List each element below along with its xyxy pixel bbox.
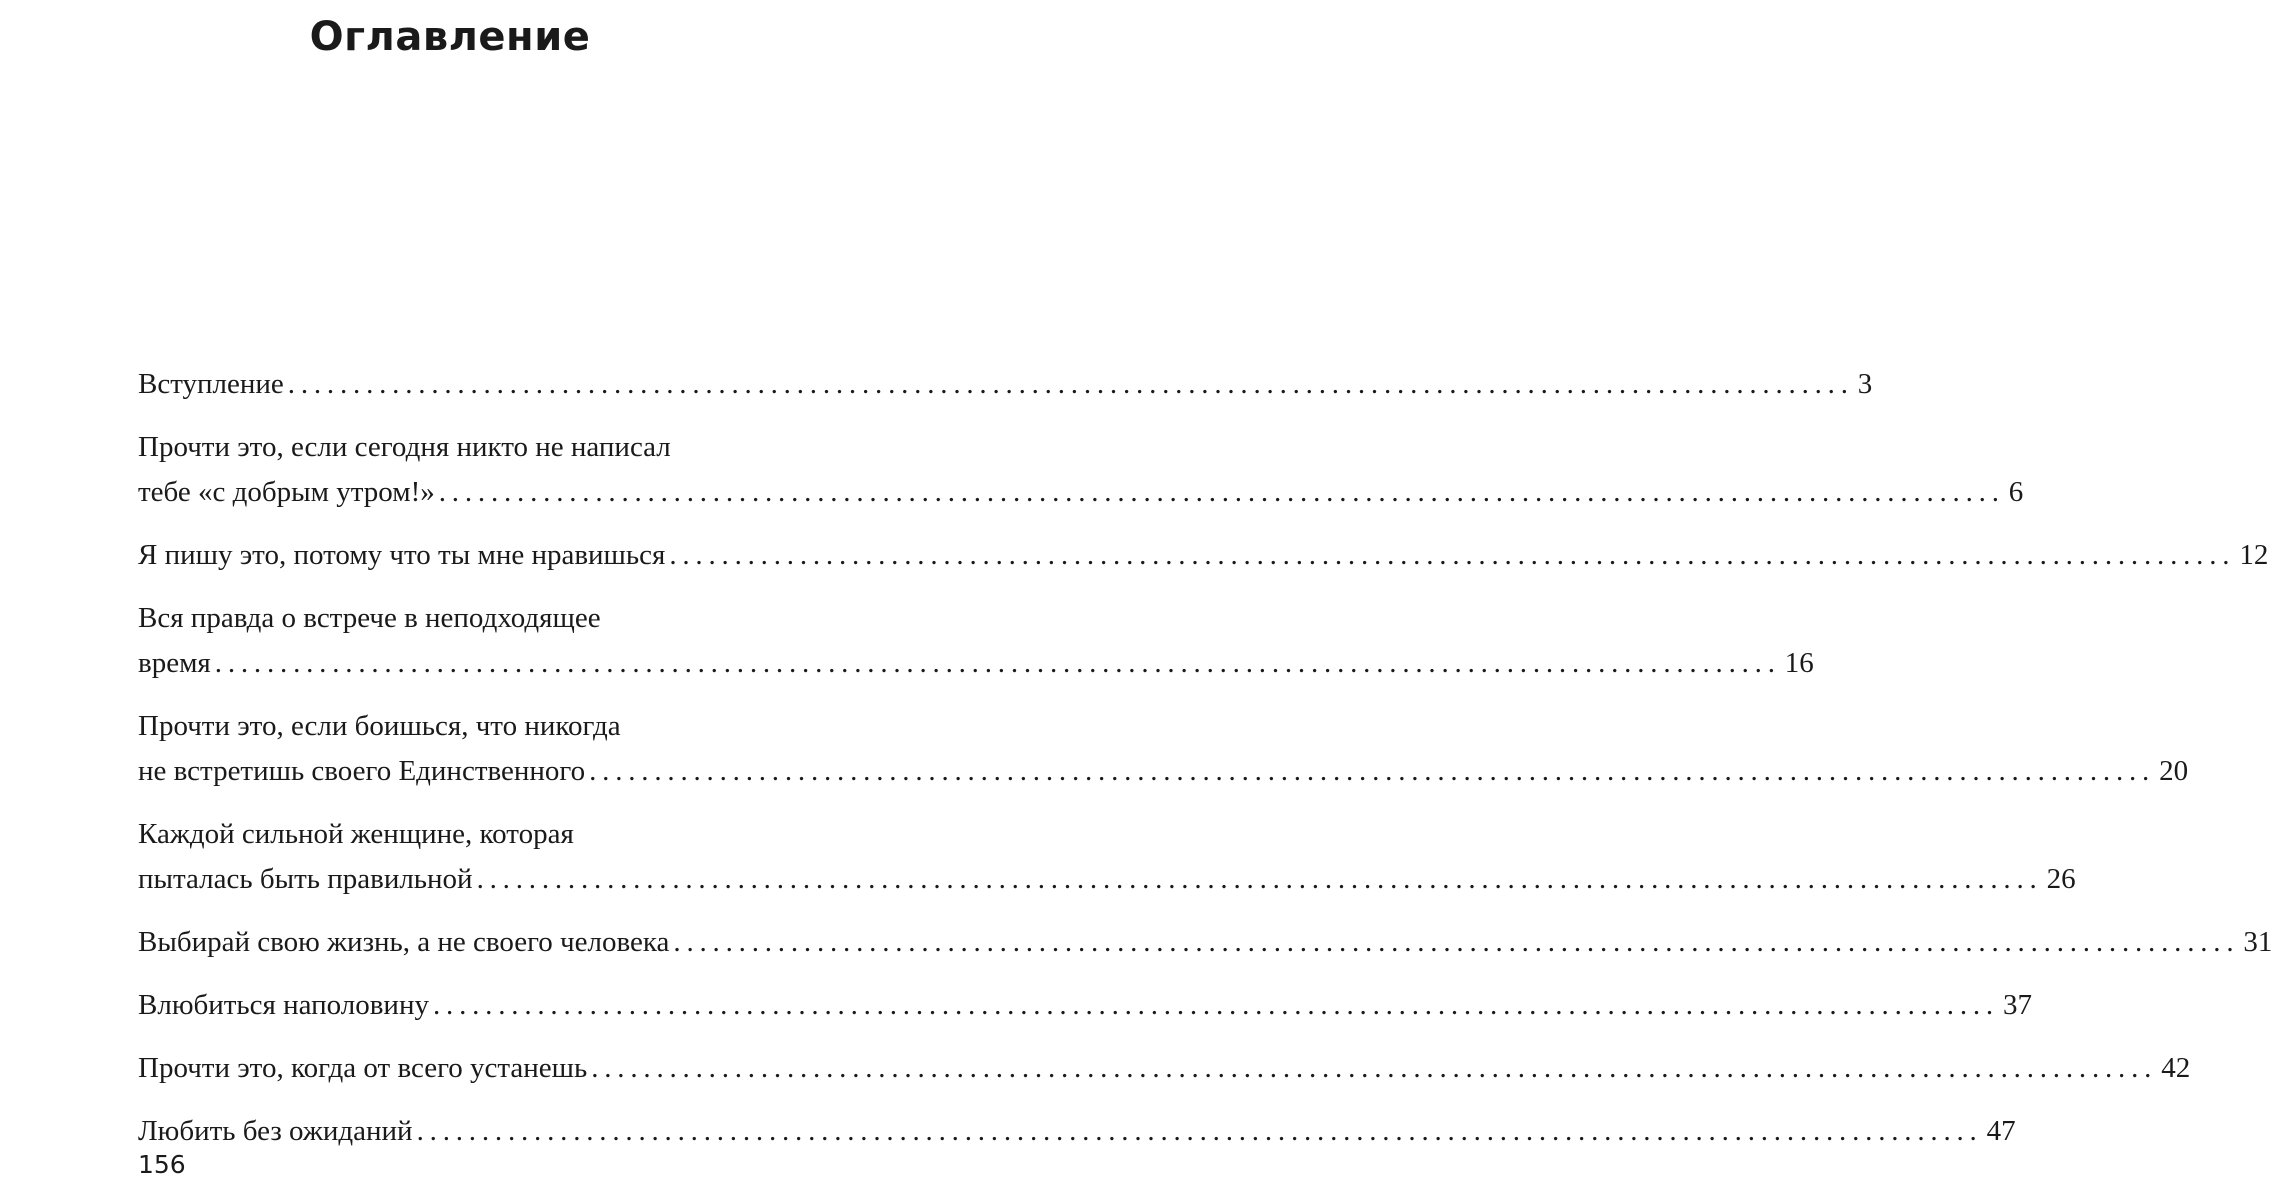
toc-entry-title-line: Прочти это, когда от всего устанешь [138,1052,588,1084]
toc-entry-page: 47 [1986,1115,2016,1147]
toc-entry-last-line [138,362,1873,407]
toc-entry-title-line: не встретишь своего Единственного [138,755,586,787]
toc-entry-page: 3 [1857,368,1873,400]
toc-entry-title-line: тебе «с добрым утром!» [138,476,435,508]
toc-entry [138,362,1873,407]
toc-entry-page: 20 [2159,755,2189,787]
toc-entry-page: 26 [2046,863,2076,895]
toc-entry [138,983,2032,1028]
dot-leader: ........................................................................................................................ [669,539,2236,571]
toc-entry-title-line: Влюбиться наполовину [138,989,429,1021]
page-title: Оглавление [309,14,591,60]
dot-leader: ........................................................................................................................ [214,647,1781,679]
dot-leader: ........................................................................................................................ [476,863,2043,895]
toc-entry-title-line: Вступление [138,368,284,400]
dot-leader: ........................................................................................................................ [591,1052,2158,1084]
toc-entry [138,533,2269,578]
toc-entry [138,920,2272,965]
dot-leader: ........................................................................................................................ [432,989,1999,1021]
dot-leader: ........................................................................................................................ [438,476,2005,508]
toc-entry-title-line: Выбирай свою жизнь, а не своего человека [138,926,670,958]
toc-entry [138,812,2076,902]
toc-entry-last-line [138,749,2189,794]
dot-leader: ........................................................................................................................ [589,755,2156,787]
toc-entry-page: 31 [2243,926,2272,958]
page-number: 156 [138,1150,186,1179]
toc-entry [138,425,2024,515]
toc-entry-last-line [138,983,2032,1028]
toc-entry-last-line [138,1109,2016,1154]
toc-entry-title-line: время [138,647,211,679]
toc-entry-last-line [138,920,2272,965]
toc-entry-page: 37 [2002,989,2032,1021]
toc-entry-title-line: Прочти это, если сегодня никто не написал [138,431,671,463]
toc-entry-title-line: Прочти это, если боишься, что никогда [138,710,621,742]
dot-leader: ........................................................................................................................ [673,926,2240,958]
table-of-contents [138,362,2272,1172]
toc-entry-last-line [138,857,2076,902]
toc-entry-page: 42 [2161,1052,2191,1084]
toc-entry-page: 6 [2008,476,2024,508]
toc-entry-last-line [138,533,2269,578]
toc-entry-title-line: Любить без ожиданий [138,1115,413,1147]
toc-entry-title-line: Каждой сильной женщине, которая [138,818,574,850]
toc-entry-last-line [138,1046,2191,1091]
toc-entry-page: 12 [2239,539,2269,571]
toc-entry [138,596,1814,686]
toc-entry [138,1046,2191,1091]
toc-entry-title-line: Я пишу это, потому что ты мне нравишься [138,539,666,571]
toc-entry-page: 16 [1784,647,1814,679]
toc-entry-title-line: пыталась быть правильной [138,863,473,895]
toc-entry [138,704,2189,794]
toc-entry-last-line [138,641,1814,686]
dot-leader: ........................................................................................................................ [287,368,1854,400]
toc-entry-title-line: Вся правда о встрече в неподходящее [138,602,601,634]
dot-leader: ........................................................................................................................ [416,1115,1983,1147]
toc-entry-last-line [138,470,2024,515]
toc-entry [138,1109,2016,1154]
